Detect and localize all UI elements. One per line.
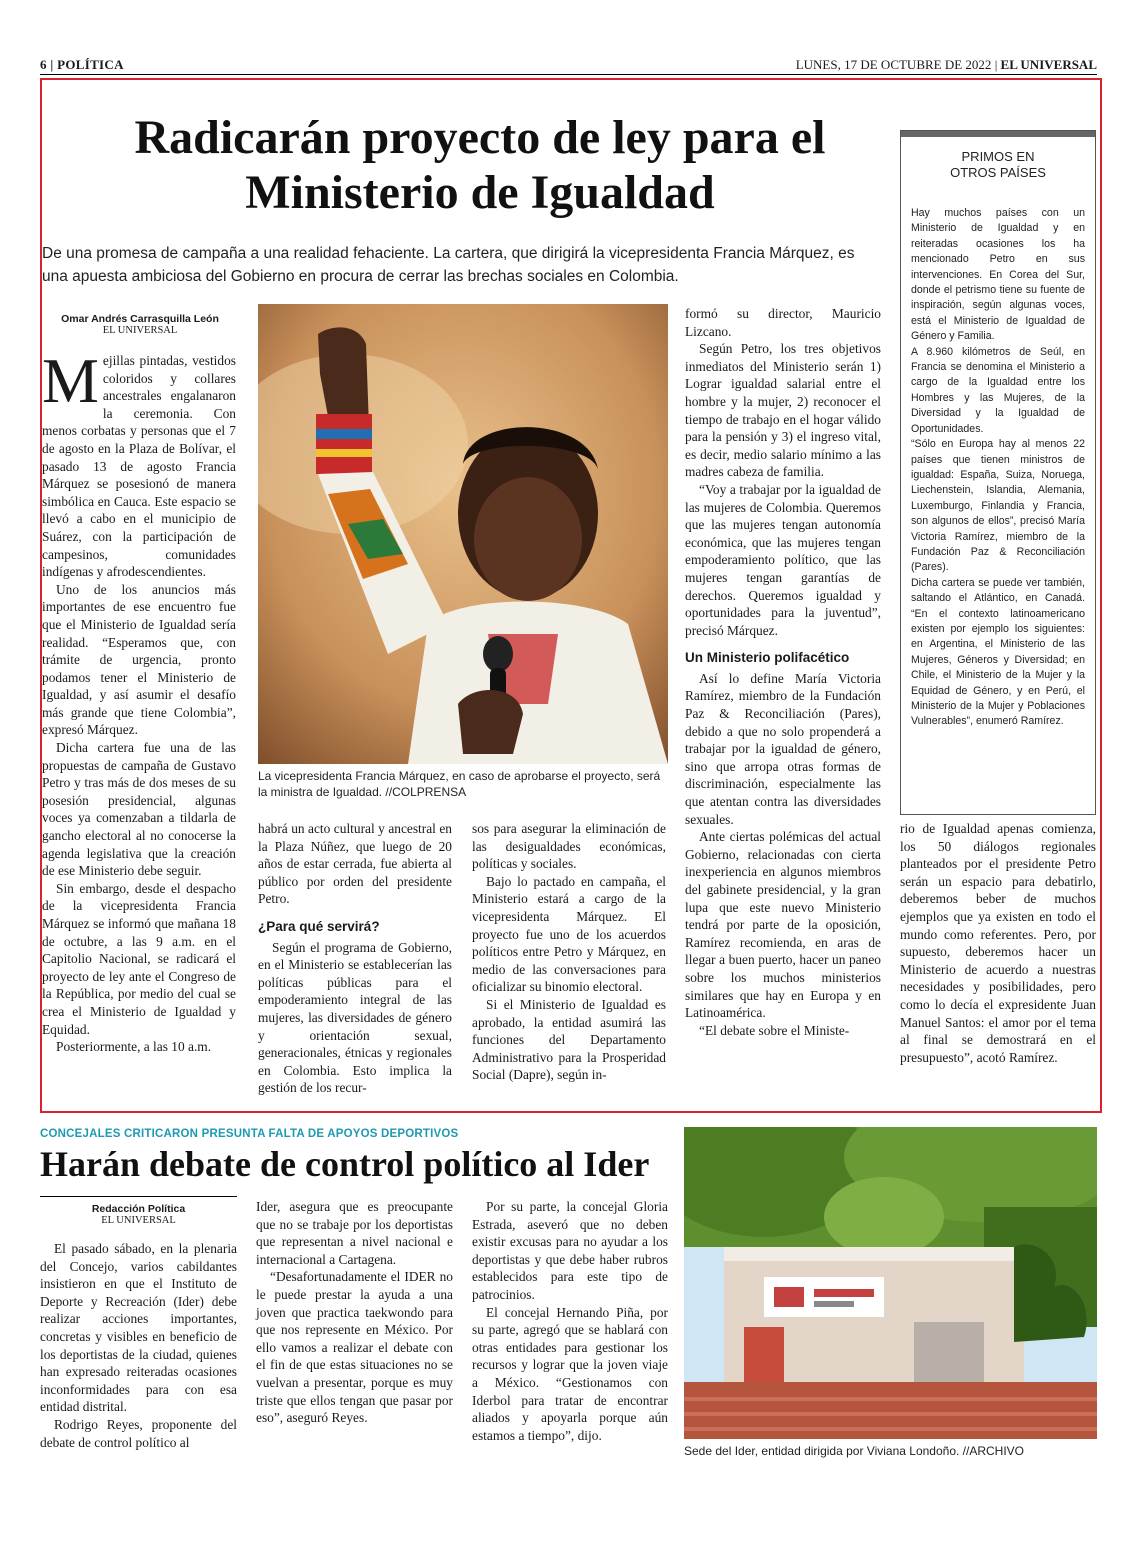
article-deck: De una promesa de campaña a una realidad fehaciente. La cartera, que dirigirá la vicepresidenta Francia Márquez, es una apuesta ambiciosa del Gobierno en procura de cerrar las brechas sociales en Colombia. <box>42 245 855 285</box>
photo-francia-marquez <box>258 304 668 764</box>
sidebar-top-bar <box>901 131 1095 137</box>
photo-illustration <box>258 304 668 764</box>
paragraph: El concejal Hernando Piña, por su parte, agregó que se hablará con otras entidades para gestionar los recursos y lograr que la joven viaje a México. “Gestionamos con Iderbol para tratar de encontrar aliados y apoyarla porque aún estamos a tiempo”, dijo. <box>472 1304 668 1443</box>
header-rule <box>40 74 1097 75</box>
issue-date: LUNES, 17 DE OCTUBRE DE 2022 <box>795 57 992 72</box>
sidebar-paragraph: Dicha cartera se puede ver también, saltando el Atlántico, en Canadá. “En el contexto latinoamericano existen por ejemplo los siguientes: en Argentina, el Ministerio de las Mujeres, Géneros y Diversidad; en Chile, el Ministerio de la Mujer y la Equidad de Género, y en Perú, el Ministerio de la Mujer y Poblaciones Vulnerables”, enumeró Ramírez. <box>911 576 1085 728</box>
paragraph: El pasado sábado, en la plenaria del Concejo, varios cabildantes insistieron en que el Instituto de Deporte y Recreación (Ider) debe realizar acciones importantes, concretas y visibles en beneficio de los deportistas de la ciudad, quienes han expresado reiteradas ocasiones inconformidades para con esa entidad distrital. <box>40 1241 237 1415</box>
paragraph: Ider, asegura que es preocupante que no se trabaje por los deportistas que representan a nivel nacional e internacional a Cartagena. <box>256 1199 453 1267</box>
byline-rule <box>40 1196 237 1197</box>
article2-byline <box>40 1203 237 1226</box>
article-column-1 <box>42 345 236 1056</box>
article2-column-1 <box>40 1240 237 1451</box>
header-separator-2: | <box>994 57 1001 72</box>
article-headline: Radicarán proyecto de ley para el Ministerio de Igualdad <box>134 111 826 219</box>
sidebar-title-line: PRIMOS EN <box>961 149 1035 164</box>
paragraph: Mejillas pintadas, vestidos coloridos y collares ancestrales engalanaron la ceremonia. Con menos corbatas y personas que el 7 de agosto en la Plaza de Bolívar, el pasado 13 de agosto Francia Márquez se posesionó de manera simbólica en Cauca. Este espacio se llevó a cabo en el municipio de Suárez, con la participación de campesinos, comunidades indígenas y afrodescendientes. <box>42 345 236 580</box>
photo2-caption <box>684 1443 1097 1459</box>
subheading: Un Ministerio polifacético <box>685 650 850 666</box>
byline-name: Redacción Política <box>91 1203 186 1215</box>
paragraph: “El debate sobre el Ministe- <box>699 1022 850 1038</box>
paragraph: Posteriormente, a las 10 a.m. <box>56 1039 212 1055</box>
paragraph: Dicha cartera fue una de las propuestas de campaña de Gustavo Petro y tras más de dos meses de su posesión presidencial, algunas voces ya comenzaban a tildarla de gancho electoral al no conocerse la agenda legislativa que la creación de ese Ministerio debe seguir. <box>42 740 236 879</box>
sidebar-title-line: OTROS PAÍSES <box>950 165 1046 180</box>
photo-illustration <box>684 1127 1097 1439</box>
paragraph: rio de Igualdad apenas comienza, los 50 diálogos regionales planteados por el presidente Petro serán un espacio para debatirlo, deberemos beber de muchos ejemplos que ya existen en todo el mundo como referentes. Pero, por supuesto, deberemos hacer un Ministerio de acuerdo a nuestras necesidades y posibilidades, pero como lo decía el expresidente Juan Manuel Santos: el amor por el tema al final se demostrará en el presupuesto”, acotó Ramírez. <box>900 821 1096 1065</box>
publication-name: EL UNIVERSAL <box>1000 57 1097 72</box>
article-column-4 <box>685 305 881 1039</box>
sidebar-body <box>911 206 1085 730</box>
paragraph: Según el programa de Gobierno, en el Ministerio se establecerían las políticas públicas para el empoderamiento integral de las mujeres, las diversidades de género y orientación sexual, generacionales, étnicas y regionales en Colombia. Esto implica la gestión de los recur- <box>258 939 452 1096</box>
caption-text: Sede del Ider, entidad dirigida por Viviana Londoño. <box>684 1444 960 1458</box>
header-separator: | <box>50 57 58 72</box>
photo-credit: //ARCHIVO <box>962 1444 1025 1458</box>
caption-text: La vicepresidenta Francia Márquez, en caso de aprobarse el proyecto, será la ministra de Igualdad. <box>258 769 661 799</box>
photo-ider-building <box>684 1127 1097 1439</box>
paragraph: Si el Ministerio de Igualdad es aprobado, la entidad asumirá las funciones del Departamento Administrativo para la Prosperidad Social (Dapre), según in- <box>472 996 666 1083</box>
sidebar-paragraph: Hay muchos países con un Ministerio de Igualdad y en reiteradas ocasiones los ha mencionado Petro en sus intervenciones. En Corea del Sur, donde el petrismo tiene su fuente de inspiración, según algunas voces, está el Ministerio de Igualdad de Género y Familia. <box>911 207 1085 343</box>
paragraph: Por su parte, la concejal Gloria Estrada, aseveró que no deben existir excusas para no ayudar a los deportistas y que debe haber rubros establecidos para este tipo de patrocinios. <box>472 1199 668 1302</box>
page-header-right <box>796 57 1097 73</box>
paragraph: formó su director, Mauricio Lizcano. <box>685 306 881 339</box>
byline-name: Omar Andrés Carrasquilla León <box>61 313 219 325</box>
article-column-5 <box>900 820 1096 1066</box>
paragraph: Bajo lo pactado en campaña, el Ministerio estará a cargo de la vicepresidenta Márquez. El proyecto fue uno de los acuerdos políticos entre Petro y Márquez, en medio de las conversaciones para oficializar su binomio electoral. <box>472 873 666 995</box>
article2-column-3 <box>472 1198 668 1444</box>
paragraph: Uno de los anuncios más importantes de ese encuentro fue que el Ministerio de Igualdad sería realidad. “Esperamos que, con trámite de urgencia, pronto podamos tener el Ministerio de Igualdad, y así asumir el desafío más grande que tiene Colombia”, expresó Márquez. <box>42 581 236 738</box>
sidebar-paragraph: “Sólo en Europa hay al menos 22 países que tienen ministros de igualdad: España, Suiza, Noruega, Liechenstein, Islandia, Alemania, Luxemburgo, Finlandia y Francia, son algunos de ellos”, precisó María Victoria Ramírez, miembro de la Fundación Paz & Reconciliación (Pares). <box>911 438 1085 574</box>
paragraph: Así lo define María Victoria Ramírez, miembro de la Fundación Paz & Reconciliación (Pares), debido a que no solo propenderá a trabajar por la igualdad de género, sino que arropa otras formas de discriminación, especialmente las que atentan contra las diversidades sexuales. <box>685 670 881 827</box>
byline-org: EL UNIVERSAL <box>102 325 178 336</box>
photo-caption <box>258 768 668 800</box>
paragraph: Ante ciertas polémicas del actual Gobierno, relacionadas con cierta inexperiencia en algunos miembros del gabinete presidencial, y la gran lupa que este nuevo Ministerio tendrá por parte de la oposición, Ramírez recomienda, en aras de llegar a buen puerto, hacer un paneo sobre los muchos ministerios similares que hay en Europa y en Latinoamérica. <box>685 829 881 1021</box>
page-number: 6 <box>40 57 47 72</box>
paragraph: sos para asegurar la eliminación de las desigualdades económicas, políticas y sociales. <box>472 821 666 872</box>
paragraph: habrá un acto cultural y ancestral en la Plaza Núñez, que luego de 20 años de estar cerrada, fue abierta al público por orden del presidente Petro. <box>258 821 452 907</box>
page-header-left <box>40 57 124 73</box>
drop-cap: M <box>42 345 99 416</box>
article2-kicker: CONCEJALES CRITICARON PRESUNTA FALTA DE APOYOS DEPORTIVOS <box>40 1128 459 1140</box>
article-column-2 <box>258 820 452 1097</box>
article-byline <box>42 313 238 336</box>
article-column-3 <box>472 820 666 1084</box>
subheading: ¿Para qué servirá? <box>258 918 380 934</box>
paragraph: “Desafortunadamente el IDER no le puede prestar la ayuda a una joven que practica taekwondo para que nos represente en México. Por ello vamos a realizar el debate con el fin de que estas situaciones no se vuelvan a presentar, porque es muy triste que ellos tengan que pasar por eso”, aseguró Reyes. <box>256 1269 453 1426</box>
byline-org: EL UNIVERSAL <box>101 1215 176 1226</box>
paragraph: Rodrigo Reyes, proponente del debate de control político al <box>40 1416 237 1450</box>
paragraph: Según Petro, los tres objetivos inmediatos del Ministerio serán 1) Lograr igualdad salarial entre el hombre y la mujer, 2) reconocer el tiempo de trabajo en el hogar válido para la pensión y 3) el ingreso vital, es decir, medio salario mínimo a las madres cabeza de familia. <box>685 341 881 480</box>
article2-column-2 <box>256 1198 453 1427</box>
article2-headline: Harán debate de control político al Ider <box>40 1144 650 1184</box>
paragraph: “Voy a trabajar por la igualdad de las mujeres de Colombia. Queremos que las mujeres tengan autonomía económica, que las mujeres tengan empoderamiento político, que las mujeres tengan garantías de derechos. Queremos igualdad y oportunidades para la juventud”, precisó Márquez. <box>685 481 881 638</box>
photo-credit: //COLPRENSA <box>385 785 467 799</box>
paragraph: Sin embargo, desde el despacho de la vicepresidenta Francia Márquez se informó que mañana 18 de octubre, a las 9 a.m. en el Capitolio Nacional, se radicará el proyecto de ley ante el Congreso de la República, por medio del cual se crea el Ministerio de Igualdad y Equidad. <box>42 880 236 1037</box>
sidebar-paragraph: A 8.960 kilómetros de Seúl, en Francia se denomina el Ministerio a cargo de la Igualdad entre los Hombres y las Mujeres, de la Diversidad y la Igualdad de Oportunidades. <box>911 345 1085 435</box>
section-name: POLÍTICA <box>57 57 124 72</box>
sidebar-title <box>901 149 1095 181</box>
sidebar-box <box>900 130 1096 815</box>
